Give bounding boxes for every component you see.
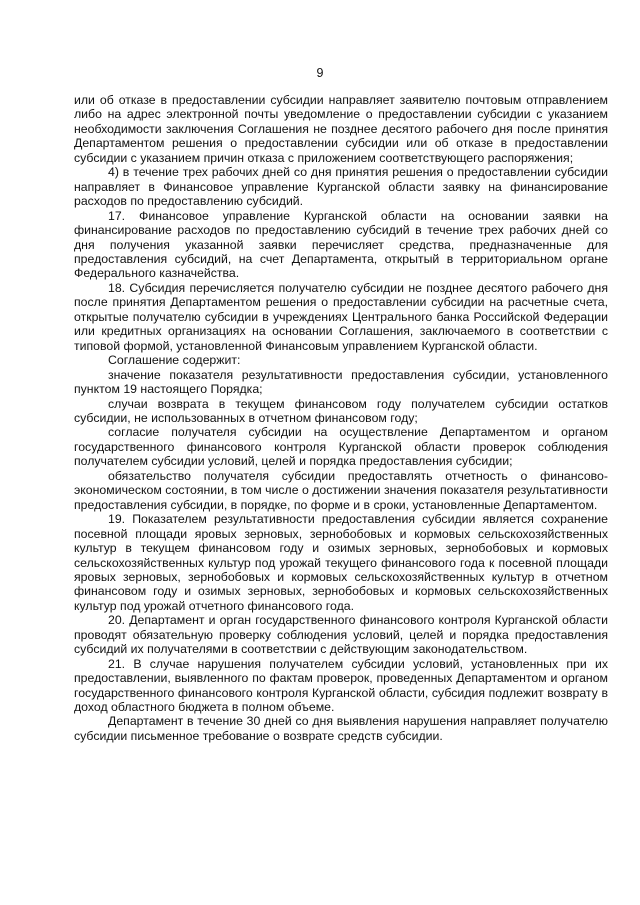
- agreement-item-refund: случаи возврата в текущем финансовом году получателем субсидии остатков субсидии, не использованных в отчетном финансовом году;: [74, 396, 608, 425]
- body-text: [74, 93, 608, 743]
- agreement-item-reporting: обязательство получателя субсидии предоставлять отчетность о финансово-экономическом состоянии, в том числе о достижении значения показателя результативности предоставления субсидии, в порядке, по форме и в сроки, установленные Департаментом.: [74, 468, 608, 512]
- paragraph-19: 19. Показателем результативности предоставления субсидии является сохранение посевной площади яровых зерновых, зернобобовых и кормовых сельскохозяйственных культур в текущем финансовом году и озимых зерновых, зернобобовых и кормовых сельскохозяйственных культур под урожай текущего финансового года к посевной площади яровых зерновых, зернобобовых и кормовых сельскохозяйственных культур в отчетном финансовом году и озимых зерновых, зернобобовых и кормовых сельскохозяйственных культур под урожай отчетного финансового года.: [74, 512, 608, 613]
- paragraph-item-4: 4) в течение трех рабочих дней со дня принятия решения о предоставлении субсидии направляет в Финансовое управление Курганской области заявку на финансирование расходов по предоставлению субсидий.: [74, 165, 608, 209]
- paragraph-20: 20. Департамент и орган государственного финансового контроля Курганской области проводят обязательную проверку соблюдения условий, целей и порядка предоставления субсидий их получателями в соответствии с действующим законодательством.: [74, 613, 608, 657]
- paragraph-17: 17. Финансовое управление Курганской области на основании заявки на финансирование расходов по предоставлению субсидий в течение трех рабочих дней со дня получения указанной заявки перечисляет средства, предназначенные для предоставления субсидий, на счет Департамента, открытый в территориальном органе Федерального казначейства.: [74, 208, 608, 281]
- agreement-item-consent: согласие получателя субсидии на осуществление Департаментом и органом государственного финансового контроля Курганской области проверок соблюдения получателем субсидии условий, целей и порядка предоставления субсидии;: [74, 425, 608, 469]
- agreement-heading: Соглашение содержит:: [108, 353, 241, 368]
- agreement-item-indicator: значение показателя результативности предоставления субсидии, установленного пунктом 19 настоящего Порядка;: [74, 367, 608, 397]
- paragraph-return-demand: Департамент в течение 30 дней со дня выявления нарушения направляет получателю субсидии письменное требование о возврате средств субсидии.: [74, 714, 608, 743]
- page-number: 9: [316, 66, 324, 80]
- paragraph-21: 21. В случае нарушения получателем субсидии условий, установленных при их предоставлении, выявленного по фактам проверок, проведенных Департаментом и органом государственного финансового контроля Курганской области, субсидия подлежит возврату в доход областного бюджета в полном объеме.: [74, 656, 608, 715]
- paragraph-18: 18. Субсидия перечисляется получателю субсидии не позднее десятого рабочего дня после принятия Департаментом решения о предоставлении субсидии на расчетные счета, открытые получателю субсидии в учреждениях Центрального банка Российской Федерации или кредитных организациях на основании Соглашения, заключаемого в соответствии с типовой формой, установленной Финансовым управлением Курганской области.: [74, 280, 608, 353]
- paragraph-continuation: или об отказе в предоставлении субсидии направляет заявителю почтовым отправлением либо на адрес электронной почты уведомление о предоставлении субсидии с указанием необходимости заключения Соглашения не позднее десятого рабочего дня после принятия Департаментом решения о предоставлении субсидии или об отказе в предоставлении субсидии с указанием причин отказа с приложением соответствующего распоряжения;: [74, 93, 608, 165]
